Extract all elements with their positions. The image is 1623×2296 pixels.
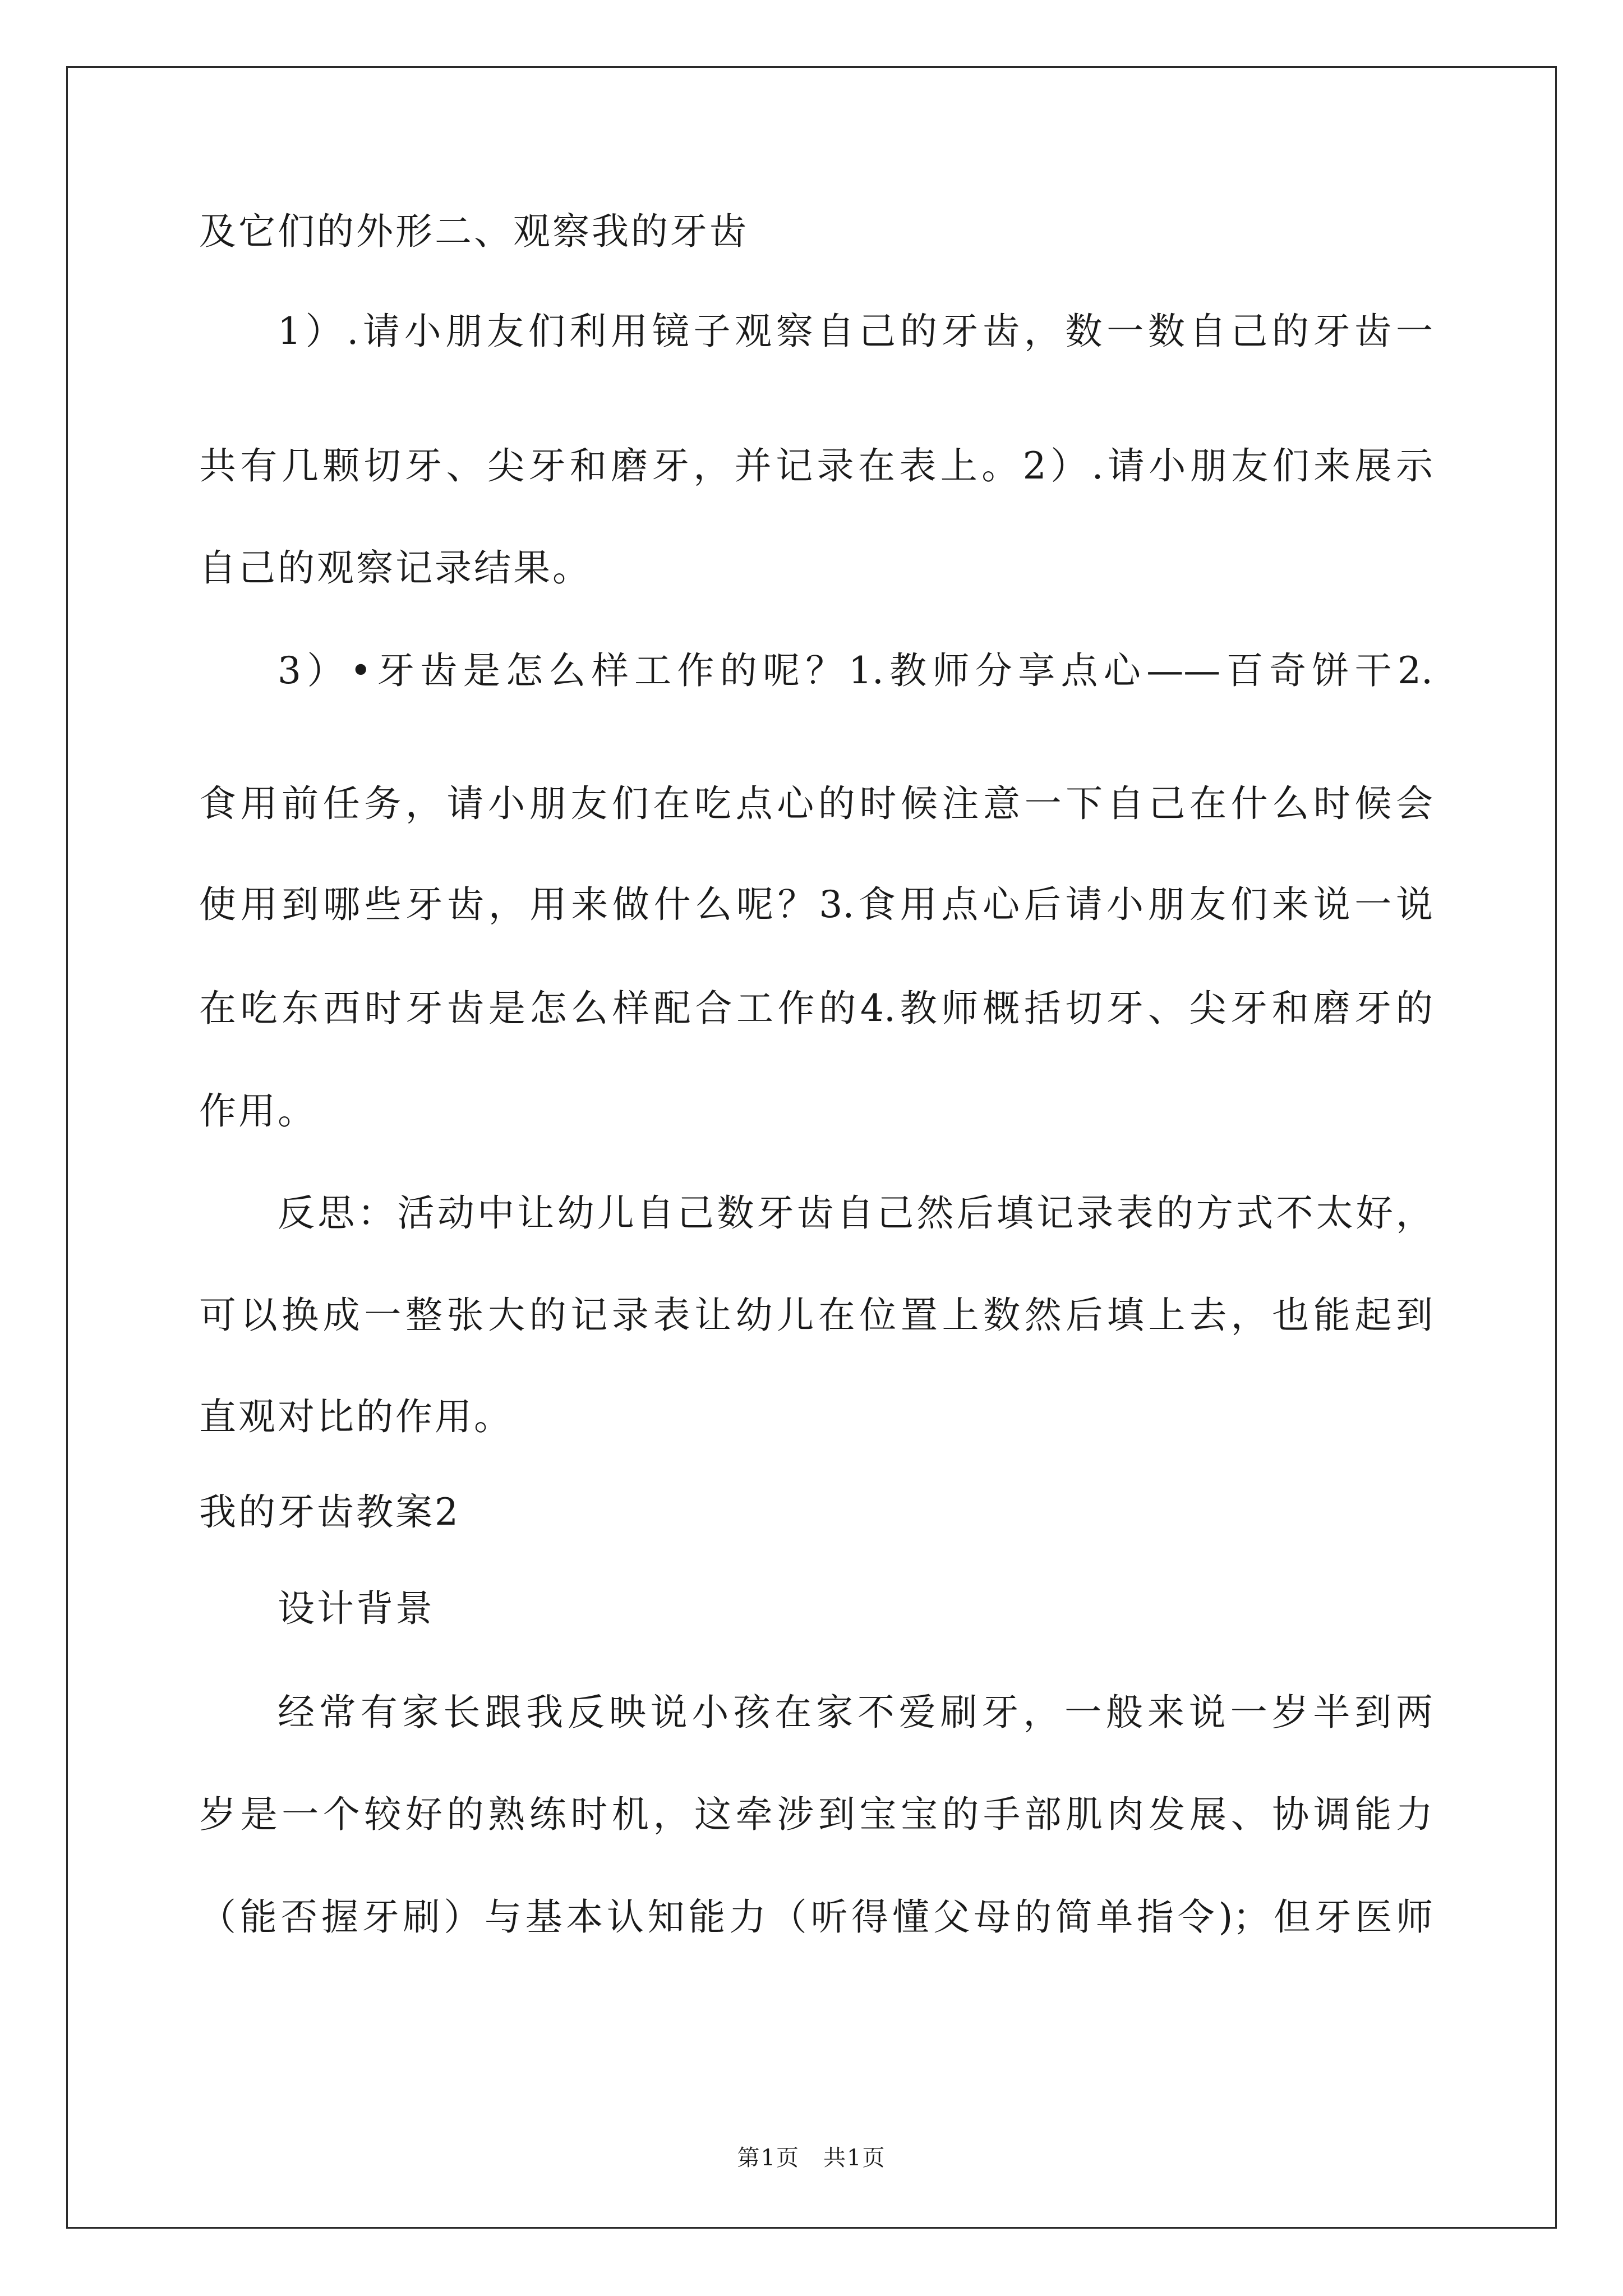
text-line: 食用前任务，请小朋友们在吃点心的时候注意一下自己在什么时候会: [199, 782, 1433, 825]
text-line: 反思：活动中让幼儿自己数牙齿自己然后填记录表的方式不太好，: [278, 1191, 1433, 1235]
text-line: 及它们的外形二、观察我的牙齿: [199, 210, 749, 253]
section-title: 我的牙齿教案2: [199, 1490, 460, 1534]
text-line: 自己的观察记录结果。: [199, 546, 592, 590]
text-line: 经常有家长跟我反映说小孩在家不爱刷牙，一般来说一岁半到两: [278, 1691, 1433, 1734]
page-footer: 第1页 共1页: [737, 2145, 886, 2171]
text-line: 3）•牙齿是怎么样工作的呢？1.教师分享点心——百奇饼干2.: [278, 649, 1433, 692]
text-line: 可以换成一整张大的记录表让幼儿在位置上数然后填上去，也能起到: [199, 1294, 1433, 1337]
text-line: 1）.请小朋友们利用镜子观察自己的牙齿，数一数自己的牙齿一: [278, 310, 1433, 353]
text-line: 使用到哪些牙齿，用来做什么呢？3.食用点心后请小朋友们来说一说: [199, 883, 1433, 926]
text-line: 作用。: [199, 1089, 317, 1133]
text-line: 直观对比的作用。: [199, 1395, 513, 1438]
text-line: 岁是一个较好的熟练时机，这牵涉到宝宝的手部肌肉发展、协调能力: [199, 1793, 1433, 1836]
text-line: 共有几颗切牙、尖牙和磨牙，并记录在表上。2）.请小朋友们来展示: [199, 444, 1433, 487]
text-line: （能否握牙刷）与基本认知能力（听得懂父母的简单指令)；但牙医师: [199, 1895, 1433, 1939]
text-line: 在吃东西时牙齿是怎么样配合工作的4.教师概括切牙、尖牙和磨牙的: [199, 987, 1433, 1030]
section-subtitle: 设计背景: [278, 1587, 435, 1630]
